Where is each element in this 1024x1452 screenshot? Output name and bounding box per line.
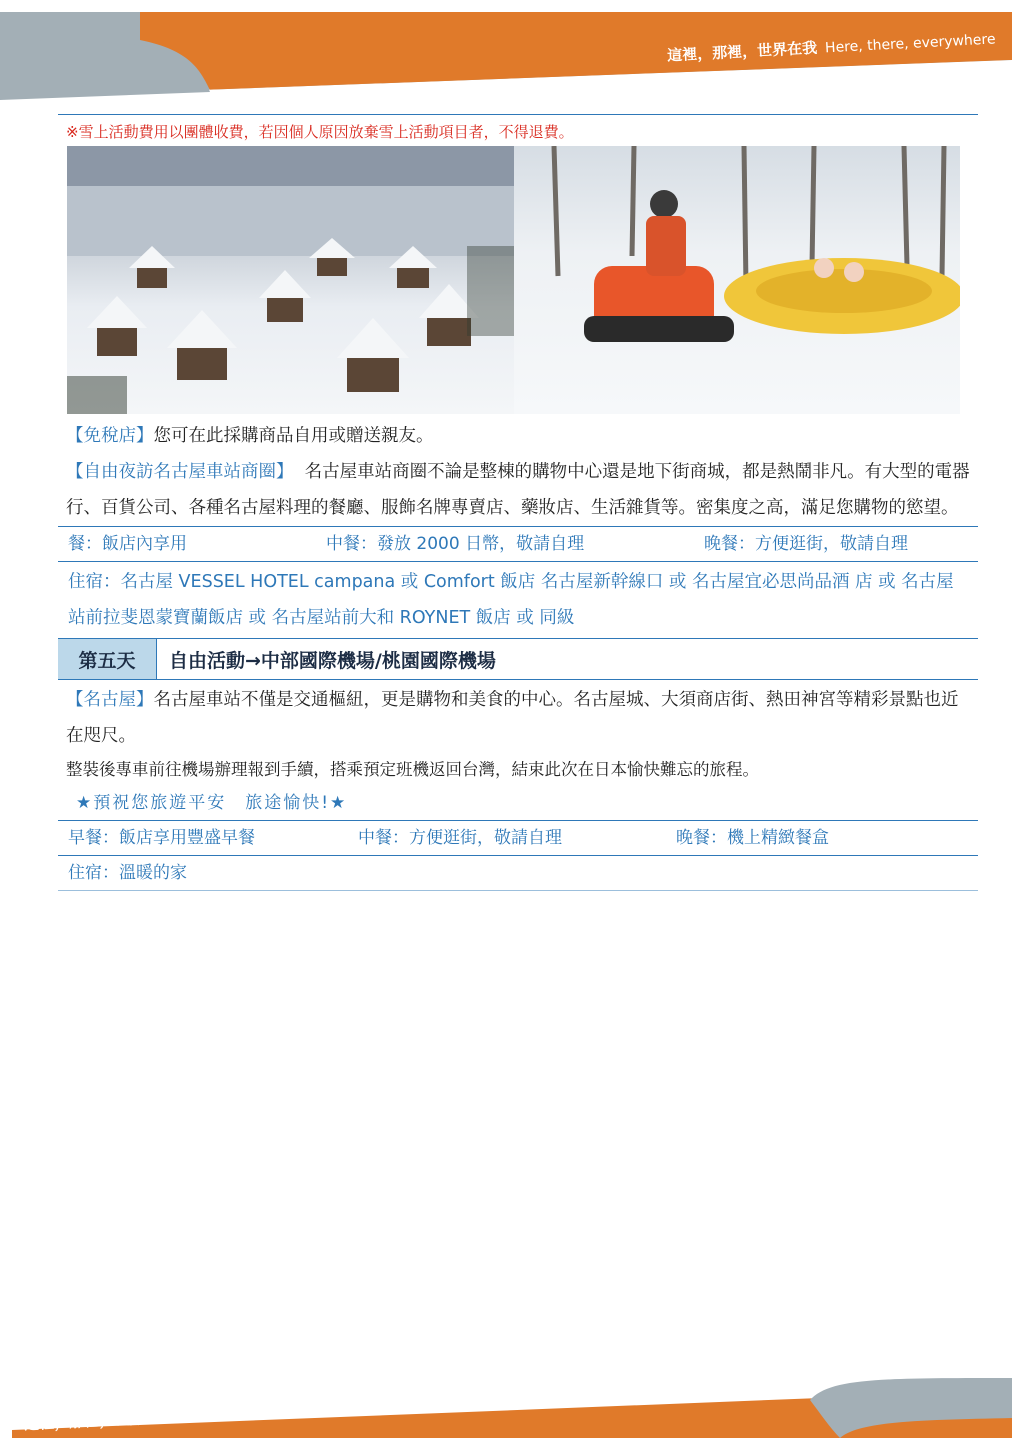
day5-hotel: 住宿：溫暖的家 (68, 863, 187, 883)
return-flight-text: 整裝後專車前往機場辦理報到手續，搭乘預定班機返回台灣，結束此次在日本愉快難忘的旅程。 (66, 760, 759, 779)
day4-breakfast: 餐：飯店內享用 (68, 534, 187, 554)
header-banner-shape (0, 0, 1024, 110)
nagoya-text: 名古屋車站不僅是交通樞紐，更是購物和美食的中心。名古屋城、大須商店街、熱田神宮等精彩景點也近在咫尺。 (66, 690, 959, 746)
duty-free-tag: 【免稅店】 (66, 426, 154, 446)
day4-lunch: 中餐：發放 2000 日幣，敬請自理 (326, 534, 585, 554)
day5-meals-row (58, 821, 978, 855)
day5-title: 自由活動→中部國際機場/桃園國際機場 (169, 649, 496, 672)
village-illustration (67, 146, 514, 414)
day4-hotel: 住宿：名古屋 VESSEL HOTEL campana 或 Comfort 飯店 名古屋新幹線口 或 名古屋宜必思尚品酒 店 或 名古屋站前拉斐恩蒙寶蘭飯店 或 名古屋站前大和 ROYNET 飯店 或 同級 (68, 572, 954, 628)
night-visit-text: 名古屋車站商圈不論是整棟的購物中心還是地下街商城，都是熱鬧非凡。有大型的電器行、百貨公司、各種名古屋料理的餐廳、服飾名牌專賣店、藥妝店、生活雜貨等。密集度之高，滿足您購物的慾望。 (66, 462, 970, 518)
day5-lunch: 中餐：方便逛街，敬請自理 (358, 828, 562, 848)
slogan-en: Here, there, everywhere (181, 1400, 353, 1426)
snowmobile-illustration (514, 146, 960, 414)
snowmobile-photo (514, 146, 960, 414)
day4-meals-row (58, 527, 978, 561)
header-banner (0, 0, 1024, 110)
slogan-zh: 這裡，那裡，世界在我 (667, 38, 818, 65)
slogan-zh: 這裡，那裡，世界在我 (23, 1407, 175, 1434)
photo-row (67, 146, 960, 414)
footer-banner (0, 1338, 1024, 1448)
farewell-wish: ★預祝您旅遊平安 旅途愉快!★ (76, 793, 348, 813)
day5-dinner: 晚餐：機上精緻餐盒 (676, 828, 829, 848)
nagoya-paragraph (58, 682, 978, 754)
footer-banner-shape (0, 1338, 1024, 1448)
snow-activity-notice: ※雪上活動費用以團體收費，若因個人原因放棄雪上活動項目者，不得退費。 (66, 123, 574, 141)
night-visit-tag: 【自由夜訪名古屋車站商圈】 (66, 462, 294, 482)
slogan-en: Here, there, everywhere (825, 31, 997, 57)
day5-breakfast: 早餐：飯店享用豐盛早餐 (68, 828, 255, 848)
day4-dinner: 晚餐：方便逛街，敬請自理 (704, 534, 908, 554)
nagoya-tag: 【名古屋】 (66, 690, 154, 710)
itinerary-content (58, 114, 978, 891)
divider (58, 890, 978, 891)
duty-free-paragraph (58, 418, 978, 454)
shirakawago-village-photo (67, 146, 514, 414)
day5-header (58, 638, 978, 680)
day5-label: 第五天 (58, 639, 157, 679)
duty-free-text: 您可在此採購商品自用或贈送親友。 (153, 426, 434, 446)
nagoya-station-night-paragraph (58, 454, 978, 526)
